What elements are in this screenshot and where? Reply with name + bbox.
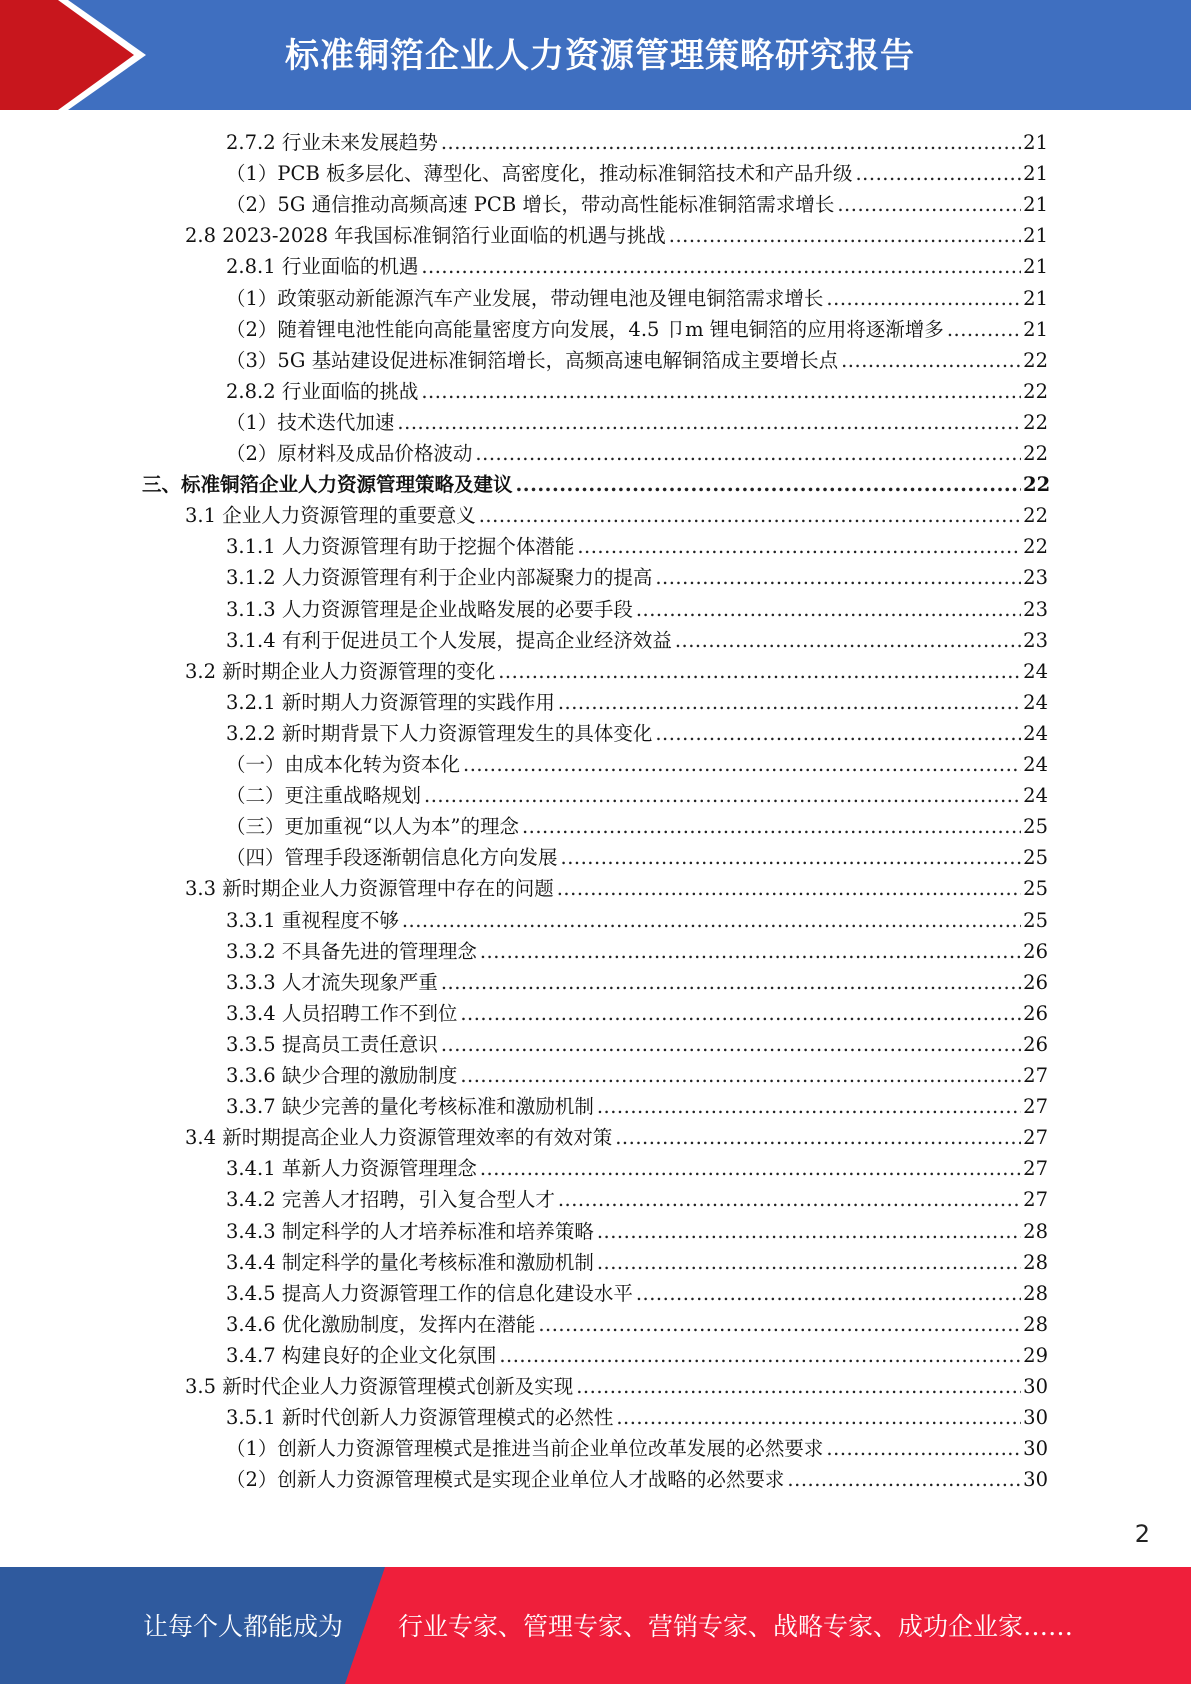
toc-entry-page: 23	[1023, 566, 1048, 590]
toc-entry-title: （2）创新人力资源管理模式是实现企业单位人才战略的必然要求	[226, 1468, 785, 1492]
toc-dot-leader	[421, 376, 1021, 407]
toc-entry-title: （三）更加重视“以人为本”的理念	[226, 815, 519, 839]
toc-entry-page: 28	[1023, 1312, 1048, 1336]
toc-entry-title: 2.8.1 行业面临的机遇	[226, 255, 419, 279]
toc-dot-leader	[826, 283, 1021, 314]
toc-dot-leader	[655, 718, 1021, 749]
toc-dot-leader	[787, 1464, 1021, 1495]
toc-dot-leader	[460, 1060, 1021, 1091]
toc-entry[interactable]	[0, 905, 1191, 936]
toc-entry-title: 3.3 新时期企业人力资源管理中存在的问题	[185, 877, 554, 901]
toc-dot-leader	[826, 1433, 1021, 1464]
toc-entry-page: 21	[1023, 255, 1048, 279]
toc-entry-page: 21	[1023, 162, 1048, 186]
toc-entry-page: 30	[1023, 1406, 1048, 1430]
toc-entry-page: 24	[1023, 784, 1048, 808]
toc-dot-leader	[498, 656, 1021, 687]
toc-entry[interactable]	[0, 1216, 1191, 1247]
toc-entry-page: 25	[1023, 877, 1048, 901]
toc-entry-page: 24	[1023, 690, 1048, 714]
toc-entry-title: （2）随着锂电池性能向高能量密度方向发展，4.5 卩m 锂电铜箔的应用将逐渐增多	[226, 317, 944, 341]
toc-entry[interactable]	[0, 1464, 1191, 1495]
toc-entry-page: 22	[1023, 473, 1051, 497]
report-title: 标准铜箔企业人力资源管理策略研究报告	[285, 36, 915, 76]
toc-entry-page: 22	[1023, 348, 1048, 372]
toc-entry-title: 3.1.4 有利于促进员工个人发展，提高企业经济效益	[226, 628, 672, 652]
toc-entry[interactable]	[0, 1122, 1191, 1153]
toc-entry-title: （2）5G 通信推动高频高速 PCB 增长，带动高性能标准铜箔需求增长	[226, 193, 835, 217]
toc-entry-title: 3.1 企业人力资源管理的重要意义	[185, 504, 476, 528]
page-number: 2	[1134, 1520, 1150, 1548]
toc-entry-title: （一）由成本化转为资本化	[226, 753, 461, 776]
toc-entry[interactable]	[0, 656, 1191, 687]
toc-entry[interactable]	[0, 1060, 1191, 1091]
toc-entry-page: 30	[1023, 1375, 1048, 1398]
toc-entry-title: 3.1.3 人力资源管理是企业战略发展的必要手段	[226, 597, 633, 621]
toc-dot-leader	[837, 189, 1021, 220]
toc-dot-leader	[499, 1340, 1021, 1371]
toc-entry-page: 30	[1023, 1437, 1048, 1461]
toc-entry-page: 21	[1023, 317, 1048, 341]
toc-entry[interactable]	[0, 1153, 1191, 1184]
toc-entry[interactable]	[0, 1029, 1191, 1060]
toc-dot-leader	[655, 562, 1021, 593]
toc-dot-leader	[402, 905, 1021, 936]
toc-entry[interactable]	[0, 1371, 1191, 1402]
toc-entry-page: 29	[1023, 1343, 1048, 1367]
toc-entry[interactable]	[0, 625, 1191, 656]
toc-entry[interactable]	[0, 1433, 1191, 1464]
toc-entry[interactable]	[0, 687, 1191, 718]
toc-entry[interactable]	[0, 594, 1191, 625]
toc-entry[interactable]	[0, 283, 1191, 314]
toc-entry-title: 3.3.6 缺少合理的激励制度	[226, 1064, 458, 1087]
toc-dot-leader	[669, 220, 1021, 251]
toc-entry[interactable]	[0, 531, 1191, 562]
toc-entry-page: 27	[1023, 1064, 1048, 1087]
toc-entry-page: 24	[1023, 659, 1048, 683]
toc-entry[interactable]	[0, 1402, 1191, 1433]
toc-entry-page: 22	[1023, 379, 1048, 403]
toc-entry-page: 28	[1023, 1281, 1048, 1305]
toc-entry-title: 3.2.2 新时期背景下人力资源管理发生的具体变化	[226, 721, 653, 745]
toc-dot-leader	[480, 1153, 1021, 1184]
toc-entry-page: 21	[1023, 131, 1048, 154]
toc-dot-leader	[636, 594, 1021, 625]
toc-entry-page: 27	[1023, 1126, 1048, 1150]
toc-entry[interactable]	[0, 873, 1191, 904]
footer-slogan-right: 行业专家、管理专家、营销专家、战略专家、成功企业家……	[398, 1612, 1074, 1641]
toc-entry-page: 22	[1023, 410, 1048, 434]
toc-dot-leader	[855, 158, 1021, 189]
toc-entry-page: 22	[1023, 442, 1048, 465]
toc-entry[interactable]	[0, 469, 1191, 500]
toc-entry-title: 3.4.4 制定科学的量化考核标准和激励机制	[226, 1250, 594, 1274]
toc-entry[interactable]	[0, 500, 1191, 531]
toc-dot-leader	[597, 1247, 1021, 1278]
toc-entry-page: 24	[1023, 753, 1048, 776]
toc-dot-leader	[557, 873, 1021, 904]
toc-entry-page: 27	[1023, 1188, 1048, 1212]
toc-entry-page: 25	[1023, 815, 1048, 839]
footer-slogan-left: 让每个人都能成为	[143, 1612, 344, 1641]
toc-entry[interactable]	[0, 158, 1191, 189]
page-header	[0, 0, 1191, 110]
toc-entry-page: 28	[1023, 1219, 1048, 1243]
toc-entry[interactable]	[0, 1278, 1191, 1309]
toc-entry-page: 23	[1023, 628, 1048, 652]
toc-dot-leader	[538, 1309, 1021, 1340]
toc-entry-title: 3.3.7 缺少完善的量化考核标准和激励机制	[226, 1095, 594, 1119]
toc-entry-page: 21	[1023, 193, 1048, 217]
toc-dot-leader	[441, 127, 1021, 158]
toc-dot-leader	[558, 1184, 1021, 1215]
toc-dot-leader	[616, 1402, 1021, 1433]
toc-entry-title: 2.8 2023-2028 年我国标准铜箔行业面临的机遇与挑战	[185, 224, 666, 248]
toc-entry-title: （四）管理手段逐渐朝信息化方向发展	[226, 846, 558, 870]
toc-entry-page: 27	[1023, 1095, 1048, 1119]
toc-dot-leader	[479, 500, 1021, 531]
toc-entry-title: 3.1.1 人力资源管理有助于挖掘个体潜能	[226, 535, 575, 559]
toc-entry-title: 3.3.1 重视程度不够	[226, 908, 399, 932]
toc-entry[interactable]	[0, 1340, 1191, 1371]
toc-entry-title: 3.3.3 人才流失现象严重	[226, 970, 438, 994]
toc-dot-leader	[558, 687, 1021, 718]
toc-dot-leader	[475, 438, 1021, 469]
chevron-logo-icon	[0, 0, 150, 110]
toc-entry-title: 3.3.4 人员招聘工作不到位	[226, 1001, 458, 1025]
toc-dot-leader	[561, 842, 1021, 873]
toc-entry[interactable]	[0, 562, 1191, 593]
toc-dot-leader	[424, 780, 1021, 811]
toc-entry-title: 2.8.2 行业面临的挑战	[226, 379, 419, 403]
toc-dot-leader	[597, 1091, 1021, 1122]
toc-entry-page: 25	[1023, 908, 1048, 932]
toc-dot-leader	[516, 469, 1021, 500]
toc-entry[interactable]	[0, 718, 1191, 749]
toc-dot-leader	[615, 1122, 1021, 1153]
toc-entry-page: 24	[1023, 721, 1048, 745]
toc-entry-title: 3.4.3 制定科学的人才培养标准和培养策略	[226, 1219, 594, 1243]
toc-entry-title: （1）PCB 板多层化、薄型化、高密度化，推动标准铜箔技术和产品升级	[226, 162, 853, 186]
toc-dot-leader	[480, 936, 1021, 967]
toc-entry-title: 三、标准铜箔企业人力资源管理策略及建议	[142, 473, 513, 497]
toc-entry[interactable]	[0, 251, 1191, 282]
toc-entry[interactable]	[0, 314, 1191, 345]
toc-entry-title: 3.4 新时期提高企业人力资源管理效率的有效对策	[185, 1126, 613, 1150]
toc-dot-leader	[636, 1278, 1021, 1309]
toc-dot-leader	[463, 749, 1021, 780]
toc-entry[interactable]	[0, 1247, 1191, 1278]
toc-entry-page: 25	[1023, 846, 1048, 870]
toc-entry-page: 23	[1023, 597, 1048, 621]
toc-entry-title: （二）更注重战略规划	[226, 784, 422, 808]
toc-entry-title: （1）政策驱动新能源汽车产业发展，带动锂电池及锂电铜箔需求增长	[226, 286, 824, 310]
toc-entry-title: 3.1.2 人力资源管理有利于企业内部凝聚力的提高	[226, 566, 653, 590]
toc-dot-leader	[441, 1029, 1021, 1060]
toc-dot-leader	[576, 1371, 1021, 1402]
toc-entry-page: 26	[1023, 939, 1048, 963]
toc-dot-leader	[441, 967, 1021, 998]
toc-entry-title: 3.4.6 优化激励制度，发挥内在潜能	[226, 1312, 536, 1336]
toc-dot-leader	[675, 625, 1021, 656]
toc-entry-title: 3.5 新时代企业人力资源管理模式创新及实现	[185, 1375, 574, 1398]
toc-entry-title: 2.7.2 行业未来发展趋势	[226, 131, 438, 154]
toc-entry-page: 21	[1023, 224, 1048, 248]
toc-entry-title: 3.4.1 革新人力资源管理理念	[226, 1157, 477, 1181]
toc-entry[interactable]	[0, 1091, 1191, 1122]
toc-entry-title: 3.4.2 完善人才招聘，引入复合型人才	[226, 1188, 555, 1212]
toc-entry-page: 22	[1023, 504, 1048, 528]
toc-dot-leader	[841, 345, 1021, 376]
toc-entry[interactable]	[0, 376, 1191, 407]
toc-entry[interactable]	[0, 780, 1191, 811]
page-footer	[0, 1567, 1191, 1684]
toc-entry[interactable]	[0, 967, 1191, 998]
toc-entry-title: 3.2.1 新时期人力资源管理的实践作用	[226, 690, 555, 714]
toc-dot-leader	[522, 811, 1021, 842]
toc-entry-title: 3.4.7 构建良好的企业文化氛围	[226, 1343, 497, 1367]
toc-entry-title: 3.3.5 提高员工责任意识	[226, 1032, 438, 1056]
toc-entry-page: 21	[1023, 286, 1048, 310]
toc-entry-page: 28	[1023, 1250, 1048, 1274]
toc-dot-leader	[460, 998, 1021, 1029]
toc-entry-page: 22	[1023, 535, 1048, 559]
toc-entry-page: 27	[1023, 1157, 1048, 1181]
toc-entry[interactable]	[0, 936, 1191, 967]
toc-dot-leader	[577, 531, 1021, 562]
toc-entry[interactable]	[0, 438, 1191, 469]
toc-entry-title: 3.5.1 新时代创新人力资源管理模式的必然性	[226, 1406, 614, 1430]
toc-dot-leader	[421, 251, 1021, 282]
toc-entry-title: 3.3.2 不具备先进的管理理念	[226, 939, 477, 963]
toc-entry-page: 26	[1023, 1032, 1048, 1056]
toc-entry[interactable]	[0, 749, 1191, 780]
toc-entry-title: （1）技术迭代加速	[226, 410, 395, 434]
toc-entry-title: （3）5G 基站建设促进标准铜箔增长，高频高速电解铜箔成主要增长点	[226, 348, 839, 372]
toc-entry-title: 3.4.5 提高人力资源管理工作的信息化建设水平	[226, 1281, 633, 1305]
toc-entry-page: 30	[1023, 1468, 1048, 1492]
toc-entry[interactable]	[0, 811, 1191, 842]
toc-entry[interactable]	[0, 1309, 1191, 1340]
toc-dot-leader	[947, 314, 1021, 345]
toc-entry[interactable]	[0, 127, 1191, 158]
toc-entry[interactable]	[0, 1184, 1191, 1215]
toc-entry-page: 26	[1023, 1001, 1048, 1025]
toc-entry[interactable]	[0, 998, 1191, 1029]
toc-entry-title: （1）创新人力资源管理模式是推进当前企业单位改革发展的必然要求	[226, 1437, 824, 1461]
toc-dot-leader	[597, 1216, 1021, 1247]
toc-entry[interactable]	[0, 345, 1191, 376]
toc-entry[interactable]	[0, 189, 1191, 220]
toc-entry[interactable]	[0, 407, 1191, 438]
toc-entry[interactable]	[0, 220, 1191, 251]
toc-dot-leader	[397, 407, 1021, 438]
toc-entry-title: 3.2 新时期企业人力资源管理的变化	[185, 659, 496, 683]
toc-entry-title: （2）原材料及成品价格波动	[226, 442, 473, 465]
toc-entry[interactable]	[0, 842, 1191, 873]
toc-entry-page: 26	[1023, 970, 1048, 994]
